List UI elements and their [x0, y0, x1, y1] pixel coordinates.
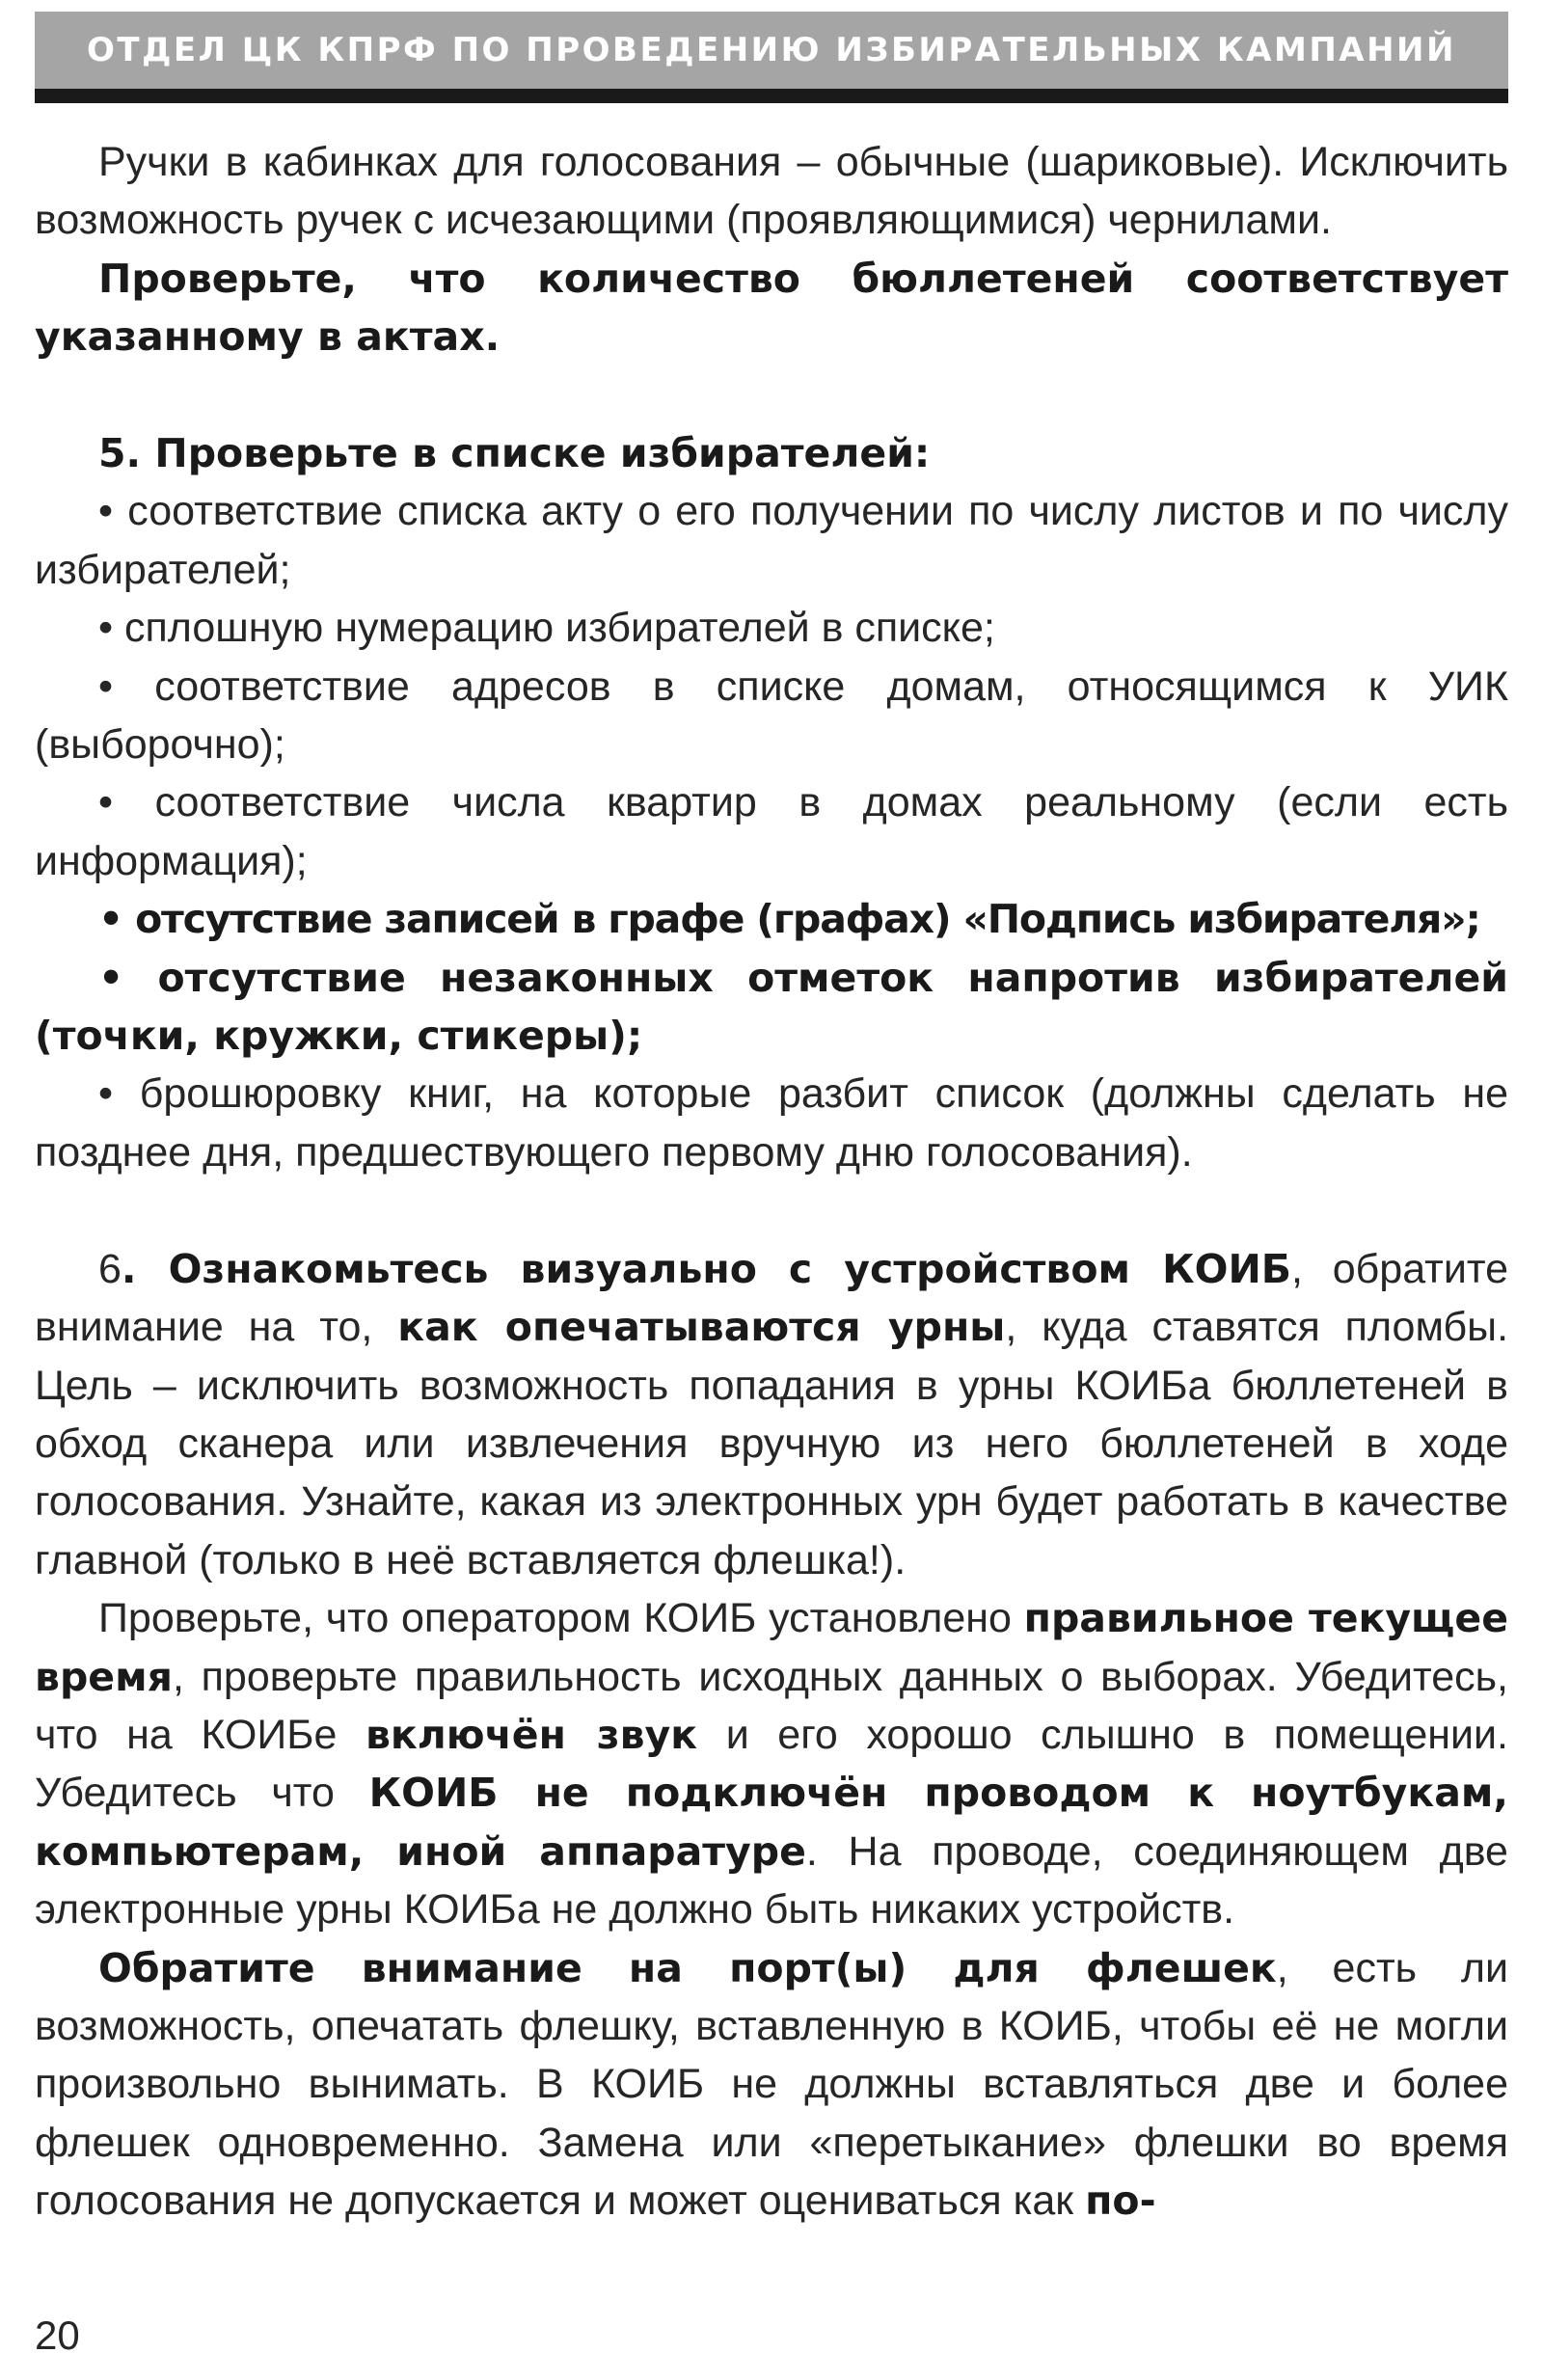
header-title: ОТДЕЛ ЦК КПРФ ПО ПРОВЕДЕНИЮ ИЗБИРАТЕЛЬНЫХ КАМПАНИЙ: [87, 31, 1456, 69]
document-body: [35, 133, 1508, 2231]
paragraph-flash-ports: Обратите внимание на порт(ы) для флешек, есть ли возможность, опечатать флешку, вставленную в КОИБ, чтобы её не могли произвольно вынимать. В КОИБ не должны вставляться две и более флешек одновременно. Замена или «перетыкание» флешки во время голосования не допускается и может оцениваться как по-: [35, 1944, 1508, 2225]
section-6-paragraph: 6. Ознакомьтесь визуально с устройством КОИБ, обратите внимание на то, как опечатываются урны, куда ставятся пломбы. Цель – исключить возможность попадания в урны КОИБа бюллетеней в обход сканера или извлечения вручную из него бюллетеней в ходе голосования. Узнайте, какая из электронных урн будет работать в качестве главной (только в неё вставляется флешка!).: [35, 1245, 1509, 1583]
list-item: • соответствие адресов в списке домам, относящимся к УИК (выборочно);: [35, 663, 1508, 769]
list-item: • отсутствие записей в графе (графах) «Подпись избирателя»;: [98, 896, 1480, 943]
paragraph-pens: Ручки в кабинках для голосования – обычные (шариковые). Исключить возможность ручек с исчезающими (проявляющимися) чернилами.: [35, 139, 1508, 244]
list-item: • соответствие списка акту о его получении по числу листов и по числу избирателей;: [35, 488, 1508, 593]
page-header: [35, 12, 1508, 103]
list-item: • брошюровку книг, на которые разбит список (должны сделать не позднее дня, предшествующего первому дню голосования).: [35, 1070, 1508, 1176]
page-number: 20: [35, 2312, 80, 2358]
list-item: • соответствие числа квартир в домах реальному (если есть информация);: [35, 779, 1508, 884]
paragraph-ballot-count: Проверьте, что количество бюллетеней соответствует указанному в актах.: [35, 255, 1508, 361]
section-5-heading: 5. Проверьте в списке избирателей:: [98, 430, 931, 477]
paragraph-koib-check: Проверьте, что оператором КОИБ установлено правильное текущее время, проверьте правильность исходных данных о выборах. Убедитесь, что на КОИБе включён звук и его хорошо слышно в помещении. Убедитесь что КОИБ не подключён проводом к ноутбукам, компьютерам, иной аппаратуре. На проводе, соединяющем две электронные урны КОИБа не должно быть никаких устройств.: [35, 1595, 1508, 1934]
list-item: • отсутствие незаконных отметок напротив избирателей (точки, кружки, стикеры);: [35, 954, 1508, 1060]
section-gap: [35, 366, 1508, 424]
section-gap: [35, 1181, 1508, 1239]
list-item: • сплошную нумерацию избирателей в списке;: [98, 605, 995, 652]
